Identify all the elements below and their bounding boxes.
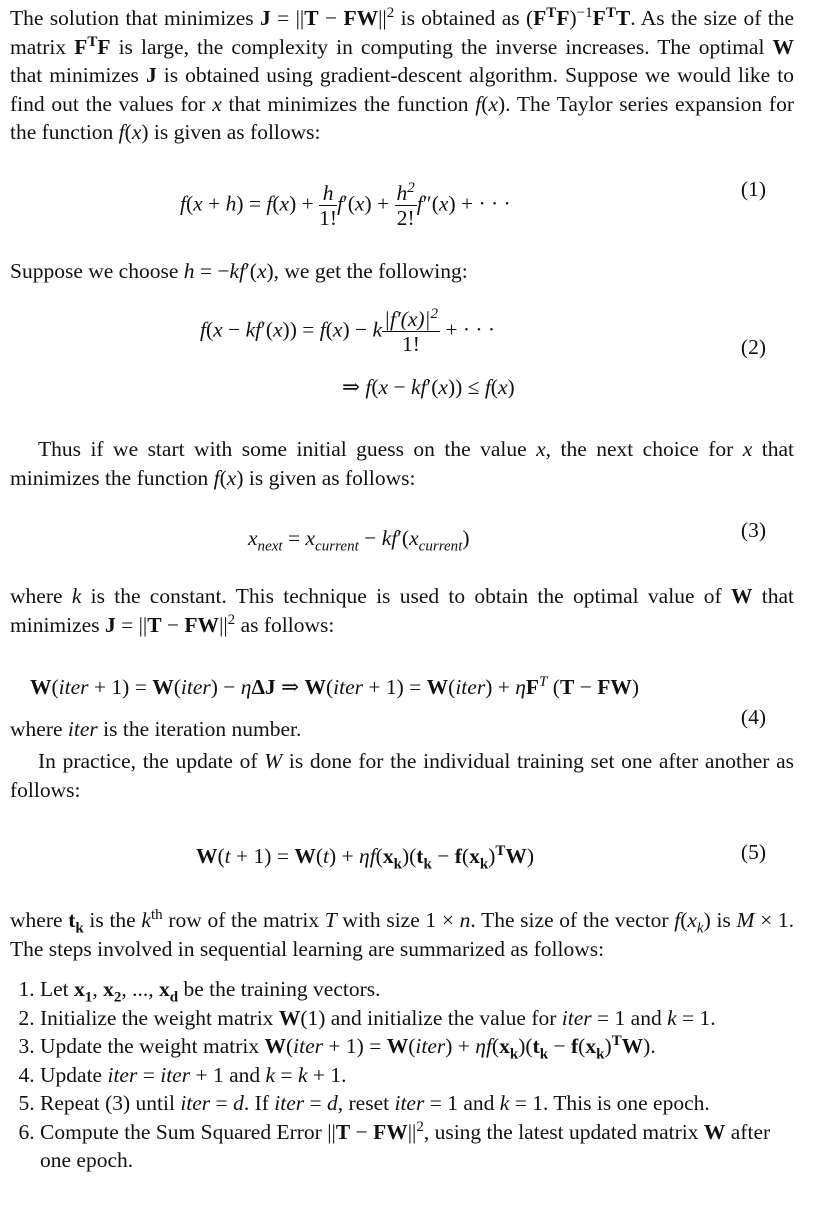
list-item: 1. Let $x_1$, $x_2$, ..., $x_d$ be the training vectors. [40, 975, 794, 1004]
paragraph-practice: In practice, the update of W is done for the individual training set one after another as follows: [10, 749, 795, 802]
paragraph-initial-guess: Thus if we start with some initial guess on the value x, the next choice for x that minimizes the function f(x) is given as follows: [10, 437, 794, 490]
list-item: 3. Update the weight matrix W(iter + 1) = W(iter) + $\eta f(x_k)(t_k - f(x_k)^TW)$. [40, 1032, 794, 1061]
equation-3: $x_{next} = x_{current} - kf'(x_{current})$ (3) [248, 518, 766, 555]
paragraph-gradient-intro: The solution that minimizes $J = ||T - FW||^2$ is obtained as $(F^TF)^{-1}F^TT$. As the size of the matrix $F^TF$ is large, the complexity in computing the inverse increases. The optimal W that minimizes J is obtained using gradient-descent algorithm. Suppose we would like to find out the values for x that minimizes the function f(x). The Taylor series expansion for the function f(x) is given as follows: [10, 4, 795, 144]
paragraph-choose-h: Suppose we choose h = −kf′(x), we get the following: [10, 258, 468, 283]
paragraph-tk-row: where $t_k$ is the $k^{th}$ row of the matrix T with size 1 × n. The size of the vector $f(x_k)$ is M × 1. The steps involved in sequential learning are summarized as follows: [10, 906, 794, 961]
equation-number: (4) [740, 705, 766, 729]
list-item: 5. Repeat (3) until iter = d. If iter = d, reset iter = 1 and k = 1. This is one epoch. [40, 1089, 794, 1118]
equation-2: f(x − kf′(x)) = f(x) − k $\frac{|f'(x)|^2}{1!}$ + · · · ⇒ f(x − kf′(x)) ≤ f(x) (2) [200, 305, 766, 399]
equation-number: (5) [740, 840, 766, 864]
list-item: 4. Update iter = iter + 1 and k = k + 1. [40, 1061, 794, 1090]
list-item: 6. Compute the Sum Squared Error $||T - FW||^2$, using the latest updated matrix W after one epoch. [40, 1118, 794, 1175]
steps-list [10, 975, 794, 1175]
paragraph-constant-k: where k is the constant. This technique is used to obtain the optimal value of W that minimizes $J = ||T - FW||^2$ as follows: [10, 584, 794, 637]
equation-number: (3) [740, 518, 766, 542]
list-item: 2. Initialize the weight matrix W(1) and initialize the value for iter = 1 and k = 1. [40, 1004, 794, 1033]
equation-4: W(iter + 1) = W(iter) − ηΔJ ⇒ W(iter + 1) = W(iter) + $\eta F^T$ (T − FW) [30, 673, 640, 699]
paragraph-iter-note: where iter is the iteration number. (4) [10, 705, 766, 741]
document-page [10, 0, 794, 1175]
equation-5: $W(t + 1) = W(t) + \eta f(x_k)(t_k - f(x_k)^TW)$ (5) [196, 840, 766, 873]
equation-number: (1) [740, 176, 766, 201]
equation-number: (2) [740, 335, 766, 359]
equation-1: f(x + h) = f(x) + $\frac{h}{1!}$ f′(x) + $\frac{h^2}{2!}$ f″(x) + · · · (1) [180, 176, 766, 230]
